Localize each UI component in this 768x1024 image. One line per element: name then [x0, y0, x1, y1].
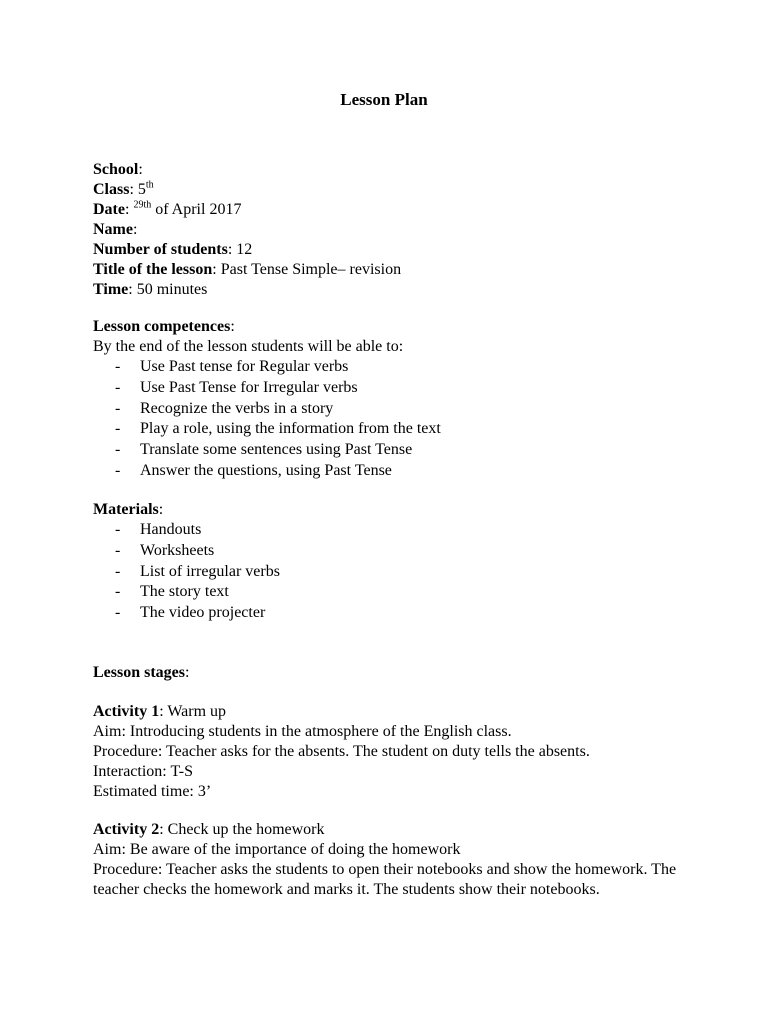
material-text: Handouts — [140, 521, 202, 538]
competences-heading: Lesson competences — [93, 318, 231, 335]
material-text: The story text — [140, 583, 229, 601]
date-label: Date — [93, 201, 125, 218]
activity-2-heading: Activity 2: Check up the homework — [93, 821, 325, 838]
list-item: - The video projecter — [93, 603, 693, 624]
activity-1-interaction: Interaction: T-S — [93, 763, 193, 780]
date-value: of April 2017 — [155, 201, 242, 218]
activity-1 — [93, 702, 693, 802]
class-row: Class: 5th — [93, 179, 154, 198]
list-item: - Worksheets — [93, 541, 693, 562]
stages-heading: Lesson stages — [93, 664, 186, 681]
materials-heading: Materials — [93, 501, 159, 518]
competences-heading-row: Lesson competences: — [93, 318, 235, 335]
activity-1-time: Estimated time: 3’ — [93, 783, 212, 800]
competence-text: Use Past Tense for Irregular verbs — [140, 378, 358, 396]
list-item: - Translate some sentences using Past Tense — [93, 440, 693, 461]
activity-2-label: Activity 2 — [93, 821, 160, 838]
material-text: The video projecter — [140, 604, 266, 622]
time-value: 50 minutes — [136, 281, 208, 298]
name-row: Name: — [93, 221, 138, 238]
lesson-title-value: Past Tense Simple– revision — [220, 261, 402, 278]
activity-1-label: Activity 1 — [93, 703, 160, 720]
activity-2-title: Check up the homework — [167, 821, 325, 838]
competence-text: Translate some sentences using Past Tense — [140, 441, 413, 459]
list-item: - Use Past Tense for Irregular verbs — [93, 378, 693, 399]
lesson-title-row: Title of the lesson: Past Tense Simple– revision — [93, 261, 402, 278]
materials-heading-row: Materials: — [93, 501, 164, 518]
activity-1-title: Warm up — [167, 703, 227, 720]
list-item: - Play a role, using the information from the text — [93, 419, 693, 440]
school-label: School — [93, 161, 139, 178]
material-text: List of irregular verbs — [140, 562, 280, 580]
stages-section — [93, 663, 693, 683]
page-title: Lesson Plan — [340, 90, 428, 109]
students-label: Number of students — [93, 241, 228, 258]
activity-2 — [93, 820, 693, 900]
materials-section — [93, 500, 693, 624]
time-row: Time: 50 minutes — [93, 281, 208, 298]
competences-intro: By the end of the lesson students will be able to: — [93, 338, 404, 355]
activity-2-procedure: Procedure: Teacher asks the students to open their notebooks and show the homework. The teacher checks the homework and marks it. The students show their notebooks. — [93, 861, 677, 898]
class-suffix: th — [145, 179, 154, 191]
students-row: Number of students: 12 — [93, 241, 253, 258]
stages-heading-row: Lesson stages: — [93, 664, 190, 681]
lesson-title-label: Title of the lesson — [93, 261, 213, 278]
activity-1-aim: Aim: Introducing students in the atmosphere of the English class. — [93, 723, 512, 740]
time-label: Time — [93, 281, 129, 298]
list-item: - List of irregular verbs — [93, 562, 693, 583]
activity-1-heading: Activity 1: Warm up — [93, 703, 227, 720]
name-label: Name — [93, 221, 133, 238]
list-item: - Recognize the verbs in a story — [93, 399, 693, 420]
competence-text: Use Past tense for Regular verbs — [140, 358, 349, 375]
students-value: 12 — [236, 241, 253, 258]
list-item: - Answer the questions, using Past Tense — [93, 461, 693, 482]
list-item: - Handouts — [93, 520, 693, 541]
lesson-info — [93, 160, 693, 300]
activity-1-procedure: Procedure: Teacher asks for the absents. The student on duty tells the absents. — [93, 743, 590, 760]
competences-section — [93, 317, 693, 482]
list-item: - Use Past tense for Regular verbs — [93, 357, 693, 378]
class-value: 5 — [137, 181, 146, 198]
competence-text: Recognize the verbs in a story — [140, 399, 334, 417]
competence-text: Play a role, using the information from the text — [140, 420, 441, 438]
date-row: Date: $^{29th}$ of April 2017 — [93, 199, 242, 218]
class-label: Class — [93, 181, 130, 198]
material-text: Worksheets — [140, 541, 215, 559]
activity-2-aim: Aim: Be aware of the importance of doing the homework — [93, 841, 461, 858]
competence-text: Answer the questions, using Past Tense — [140, 461, 392, 479]
school-row: School: — [93, 161, 143, 178]
date-day: 29th — [133, 199, 152, 211]
list-item: - The story text — [93, 582, 693, 603]
